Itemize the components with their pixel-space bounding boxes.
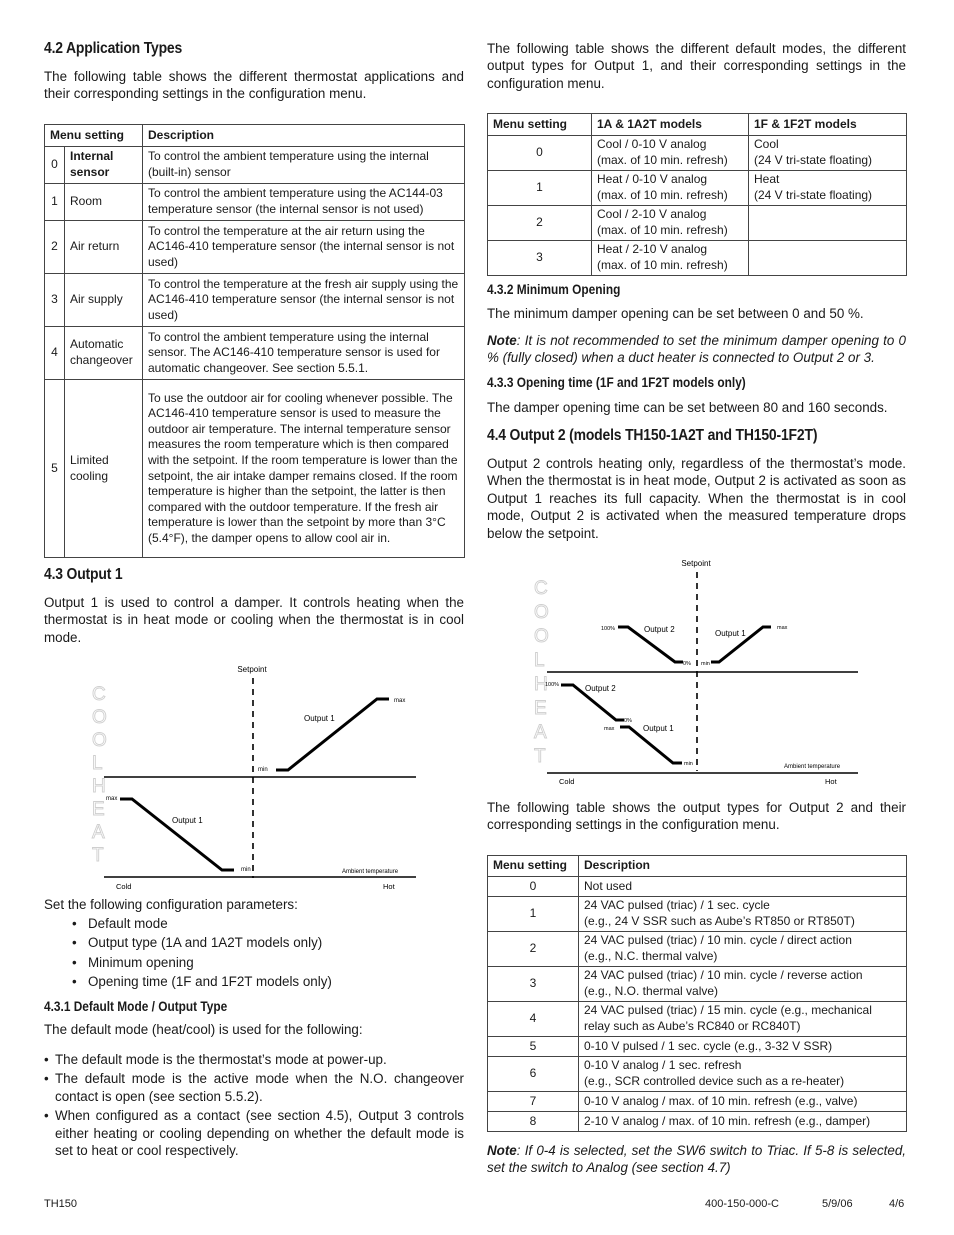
table-row <box>488 171 907 206</box>
table-cell: 0-10 V analog / max. of 10 min. refresh (e.g., valve) <box>579 1092 907 1112</box>
list-item: • Output type (1A and 1A2T models only) <box>72 935 323 951</box>
section-heading-4-4: 4.4 Output 2 (models TH150-1A2T and TH150-1F2T) <box>487 427 818 444</box>
section-heading-4-3: 4.3 Output 1 <box>44 566 123 583</box>
table-row <box>45 327 465 380</box>
table-cell: 6 <box>488 1057 579 1092</box>
max-label: max <box>106 796 118 802</box>
table-row <box>45 147 465 184</box>
hot-label: Hot <box>825 777 837 786</box>
table-cell: 2 <box>488 932 579 967</box>
table-cell: 0-10 V pulsed / 1 sec. cycle (e.g., 3-32 V SSR) <box>579 1037 907 1057</box>
percent-100-label: 100% <box>545 682 560 688</box>
cold-label: Cold <box>116 882 132 891</box>
min-opening-note: Note: It is not recommended to set the minimum damper opening to 0 % (fully closed) when a duct heater is connected to Output 2 or 3. <box>487 333 906 366</box>
table-cell: 5 <box>488 1037 579 1057</box>
table-cell: 5 <box>45 380 65 558</box>
min-opening-text: The minimum damper opening can be set between 0 and 50 %. <box>487 306 864 321</box>
table-cell: 8 <box>488 1112 579 1132</box>
table-cell: Heat (24 V tri-state floating) <box>749 171 907 206</box>
table-cell <box>749 206 907 241</box>
output1-graph <box>44 660 464 895</box>
output2-graph <box>487 553 907 793</box>
setpoint-label: Setpoint <box>237 665 267 674</box>
ambient-temperature-label: Ambient temperature <box>784 764 841 770</box>
cold-label: Cold <box>559 777 575 786</box>
table-cell: 2 <box>488 206 592 241</box>
table-row <box>45 380 465 558</box>
table-row <box>488 967 907 1002</box>
column-header: Menu setting <box>488 114 592 136</box>
table-cell: Limited cooling <box>65 380 143 558</box>
output1-heat-curve <box>120 799 234 870</box>
table-cell: Heat / 0-10 V analog (max. of 10 min. refresh) <box>592 171 749 206</box>
cool-heat-vertical-label: C O O L H E A T <box>534 578 549 767</box>
output2-label-top: Output 2 <box>644 625 675 634</box>
list-item: • Opening time (1F and 1F2T models only) <box>72 973 332 989</box>
output1-label-bottom: Output 1 <box>172 816 203 825</box>
table-row <box>488 1112 907 1132</box>
default-modes-table <box>487 113 907 276</box>
table-cell <box>749 241 907 276</box>
table-cell: 24 VAC pulsed (triac) / 10 min. cycle / direct action (e.g., N.C. thermal valve) <box>579 932 907 967</box>
list-item: • The default mode is the active mode when the N.O. changeover contact is open (see section 5.5.2). <box>44 1071 464 1104</box>
output2-types-table <box>487 855 907 1132</box>
table-cell: 0 <box>488 877 579 897</box>
min-label: min <box>241 867 251 873</box>
table-cell: Cool / 2-10 V analog (max. of 10 min. refresh) <box>592 206 749 241</box>
table-row <box>45 184 465 221</box>
table-cell: Internal sensor <box>65 147 143 184</box>
table-row <box>488 1002 907 1037</box>
switch-note: Note: If 0-4 is selected, set the SW6 switch to Triac. If 5-8 is selected, set the switch to Analog (see section 4.7) <box>487 1143 906 1176</box>
table-cell: 3 <box>488 241 592 276</box>
opening-time-text: The damper opening time can be set between 80 and 160 seconds. <box>487 400 888 415</box>
default-mode-intro: The default mode (heat/cool) is used for the following: <box>44 1022 363 1037</box>
footer-page-number: 4/6 <box>889 1198 905 1210</box>
table-row <box>488 932 907 967</box>
table-row <box>488 136 907 171</box>
table-cell: Not used <box>579 877 907 897</box>
section-heading-4-2: 4.2 Application Types <box>44 40 183 57</box>
list-item: • Minimum opening <box>72 954 194 970</box>
column-header: Menu setting <box>488 856 579 877</box>
output2-table-intro: The following table shows the output types for Output 2 and their corresponding settings in the configuration menu. <box>487 800 906 833</box>
hot-label: Hot <box>383 882 395 891</box>
output1-label-top: Output 1 <box>715 629 746 638</box>
config-params-list <box>72 916 332 993</box>
application-types-intro: The following table shows the different thermostat applications and their corresponding settings in the configuration menu. <box>44 69 464 102</box>
table-cell: 0 <box>45 147 65 184</box>
table-cell: 0 <box>488 136 592 171</box>
footer-model: TH150 <box>44 1198 78 1210</box>
table-row <box>488 241 907 276</box>
table-row <box>488 1092 907 1112</box>
table-cell: 3 <box>45 274 65 327</box>
application-types-table <box>44 124 465 558</box>
output1-cool-curve <box>276 699 389 770</box>
table-row <box>45 274 465 327</box>
table-cell: To control the ambient temperature using the AC144-03 temperature sensor (the internal sensor is not used) <box>143 184 465 221</box>
table-cell: To use the outdoor air for cooling whenever possible. The AC146-410 temperature sensor is used to measure the outdoor air temperature. The internal temperature sensor measures the room temperature which is then compared with the setpoint. If the room temperature is lower than the setpoint, the air intake damper remains closed. If the room temperature is higher than the setpoint, the latter is then compared with the outdoor temperature. If the fresh air temperature is lower than the setpoint by more than 3°C (5.4°F), the damper opens to allow cool air in. <box>143 380 465 558</box>
output2-label-bottom: Output 2 <box>585 684 616 693</box>
output2-text: Output 2 controls heating only, regardless of the thermostat’s mode. When the thermostat is in heat mode, Output 2 is activated as soon as Output 1 reaches its full capacity. When the thermostat is in cool mode, Output 2 is activated when the measured temperature drops below the setpoint. <box>487 456 906 541</box>
min-label: min <box>701 661 710 667</box>
table-cell: To control the temperature at the fresh air supply using the AC146-410 temperature sensor (the internal sensor is not used) <box>143 274 465 327</box>
params-intro: Set the following configuration parameters: <box>44 897 298 912</box>
table-cell: Air return <box>65 221 143 274</box>
section-heading-4-3-1: 4.3.1 Default Mode / Output Type <box>44 999 228 1014</box>
table-row <box>45 221 465 274</box>
footer-doc-number: 400-150-000-C <box>705 1198 779 1210</box>
column-header: Description <box>143 125 465 147</box>
max-label: max <box>777 625 788 631</box>
max-label: max <box>394 698 406 704</box>
min-label: min <box>258 767 268 773</box>
table-cell: 1 <box>488 171 592 206</box>
table-cell: 4 <box>488 1002 579 1037</box>
default-mode-bullets <box>44 1051 464 1159</box>
percent-0-label: 0% <box>624 718 632 724</box>
table-cell: Automatic changeover <box>65 327 143 380</box>
table-header-row <box>45 125 465 147</box>
table-cell: 1 <box>488 897 579 932</box>
table-cell: 2 <box>45 221 65 274</box>
ambient-temperature-label: Ambient temperature <box>342 869 399 875</box>
table-cell: 4 <box>45 327 65 380</box>
table-cell: To control the ambient temperature using the internal sensor. The AC146-410 temperature sensor is used for automatic changeover. See section 5.5.1. <box>143 327 465 380</box>
column-header: Menu setting <box>45 125 143 147</box>
table-cell: To control the ambient temperature using the internal (built-in) sensor <box>143 147 465 184</box>
percent-0-label: 0% <box>683 661 691 667</box>
table-row <box>488 897 907 932</box>
table-cell: Heat / 2-10 V analog (max. of 10 min. refresh) <box>592 241 749 276</box>
table-cell: 1 <box>45 184 65 221</box>
section-heading-4-3-3: 4.3.3 Opening time (1F and 1F2T models only) <box>487 375 746 390</box>
table-row <box>488 206 907 241</box>
table-row <box>488 1037 907 1057</box>
list-item: • When configured as a contact (see section 4.5), Output 3 controls either heating or cooling depending on whether the default mode is set to heat or cool respectively. <box>44 1108 464 1159</box>
list-item: • Default mode <box>72 916 168 931</box>
table-row <box>488 877 907 897</box>
table-header-row <box>488 856 907 877</box>
output1-label-bottom: Output 1 <box>643 724 674 733</box>
percent-100-label: 100% <box>601 626 616 632</box>
table-cell: Cool / 0-10 V analog (max. of 10 min. refresh) <box>592 136 749 171</box>
max-label: max <box>604 726 615 732</box>
cool-heat-vertical-label: C O O L H E A T <box>92 684 107 866</box>
table-cell: 7 <box>488 1092 579 1112</box>
table-cell: 0-10 V analog / 1 sec. refresh (e.g., SCR controlled device such as a re-heater) <box>579 1057 907 1092</box>
footer-date: 5/9/06 <box>822 1198 853 1210</box>
table-cell: 24 VAC pulsed (triac) / 15 min. cycle (e.g., mechanical relay such as Aube’s RC840 or RC840T) <box>579 1002 907 1037</box>
column-header: Description <box>579 856 907 877</box>
setpoint-label: Setpoint <box>681 559 711 568</box>
output1-intro: Output 1 is used to control a damper. It controls heating when the thermostat is in heat mode or cooling when the thermostat is in cool mode. <box>44 595 464 645</box>
table-cell: 24 VAC pulsed (triac) / 10 min. cycle / reverse action (e.g., N.O. thermal valve) <box>579 967 907 1002</box>
section-heading-4-3-2: 4.3.2 Minimum Opening <box>487 282 621 297</box>
table-row <box>488 1057 907 1092</box>
output1-label-top: Output 1 <box>304 714 335 723</box>
column-header: 1F & 1F2T models <box>749 114 907 136</box>
table-cell: Air supply <box>65 274 143 327</box>
table-cell: To control the temperature at the air return using the AC146-410 temperature sensor (the internal sensor is not used) <box>143 221 465 274</box>
default-modes-intro: The following table shows the different default modes, the different output types for Output 1, and their corresponding settings in the configuration menu. <box>487 41 906 91</box>
column-header: 1A & 1A2T models <box>592 114 749 136</box>
table-header-row <box>488 114 907 136</box>
list-item: • The default mode is the thermostat’s mode at power-up. <box>44 1052 387 1067</box>
table-cell: Cool (24 V tri-state floating) <box>749 136 907 171</box>
min-label: min <box>684 761 693 767</box>
table-cell: Room <box>65 184 143 221</box>
table-cell: 24 VAC pulsed (triac) / 1 sec. cycle (e.g., 24 V SSR such as Aube’s RT850 or RT850T) <box>579 897 907 932</box>
table-cell: 2-10 V analog / max. of 10 min. refresh (e.g., damper) <box>579 1112 907 1132</box>
table-cell: 3 <box>488 967 579 1002</box>
